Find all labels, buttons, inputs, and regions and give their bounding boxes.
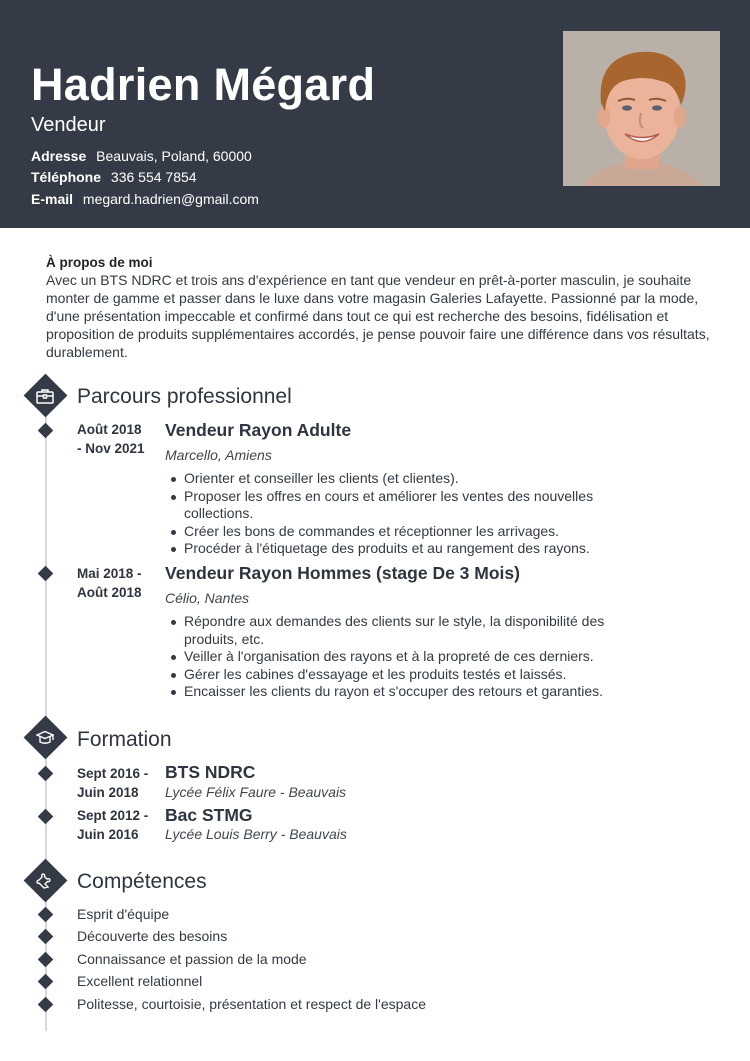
education-title: Bac STMG — [165, 805, 253, 825]
candidate-title: Vendeur — [31, 114, 106, 136]
skill-item: Excellent relationnel — [77, 973, 203, 989]
experience-date: Août 2018 - Nov 2021 — [77, 422, 145, 456]
timeline-marker — [38, 974, 54, 990]
bullet-item: Procéder à l'étiquetage des produits et au rangement des rayons. — [165, 540, 645, 558]
contact-label: Téléphone — [31, 169, 102, 185]
section-title-education: Formation — [77, 728, 172, 751]
timeline-marker — [38, 952, 54, 968]
contact-phone — [31, 170, 197, 184]
bullet-item: Encaisser les clients du rayon et s'occuper des retours et garanties. — [165, 683, 645, 701]
timeline-marker — [38, 907, 54, 923]
candidate-name: Hadrien Mégard — [31, 59, 376, 110]
bullet-item: Répondre aux demandes des clients sur le style, la disponibilité des produits, etc. — [165, 613, 645, 648]
timeline-marker — [38, 929, 54, 945]
bullet-item: Orienter et conseiller les clients (et clientes). — [165, 470, 645, 488]
bullet-item: Proposer les offres en cours et améliorer les ventes des nouvelles collections. — [165, 488, 645, 523]
experience-bullets — [165, 613, 645, 701]
contact-label: E-mail — [31, 191, 74, 207]
section-title-skills: Compétences — [77, 870, 207, 893]
education-title: BTS NDRC — [165, 762, 256, 782]
contact-address — [31, 149, 252, 163]
education-school: Lycée Louis Berry - Beauvais — [165, 826, 347, 842]
contact-value: 336 554 7854 — [110, 169, 197, 185]
section-title-experience: Parcours professionnel — [77, 385, 292, 408]
experience-title: Vendeur Rayon Hommes (stage De 3 Mois) — [165, 563, 520, 583]
resume-header — [0, 0, 750, 228]
experience-title: Vendeur Rayon Adulte — [165, 420, 352, 440]
skill-item: Connaissance et passion de la mode — [77, 951, 307, 967]
about-text: Avec un BTS NDRC et trois ans d'expérience en tant que vendeur en prêt-à-porter masculin, je souhaite monter de gamme et passer dans le luxe dans votre magasin Galeries Lafayette. Passionné par la mode, d'une présentation impeccable et confirmé dans tout ce qui est recherche des besoins, fidélisation et proposition de produits supplémentaires accordés, je pense pouvoir faire une différence dans vos résultats, durablement. — [46, 272, 710, 360]
education-school: Lycée Félix Faure - Beauvais — [165, 784, 347, 800]
education-date: Sept 2012 - Juin 2016 — [77, 808, 149, 842]
experience-bullets — [165, 470, 645, 558]
profile-photo — [563, 31, 720, 186]
contact-value: Beauvais, Poland, 60000 — [96, 148, 252, 164]
briefcase-icon — [23, 374, 67, 418]
timeline-marker — [38, 423, 54, 439]
bullet-item: Créer les bons de commandes et réceptionner les arrivages. — [165, 523, 645, 541]
bullet-item: Gérer les cabines d'essayage et les produits testés et laissés. — [165, 666, 645, 684]
skill-item: Découverte des besoins — [77, 928, 228, 944]
skill-item: Politesse, courtoisie, présentation et respect de l'espace — [77, 996, 426, 1012]
timeline-marker — [38, 766, 54, 782]
skill-item: Esprit d'équipe — [77, 906, 170, 922]
graduation-cap-icon — [23, 716, 67, 760]
experience-date: Mai 2018 - Août 2018 — [77, 566, 142, 600]
timeline-marker — [38, 997, 54, 1013]
education-date: Sept 2016 - Juin 2018 — [77, 766, 149, 800]
experience-company: Célio, Nantes — [165, 590, 250, 606]
contact-value: megard.hadrien@gmail.com — [82, 191, 259, 207]
bullet-item: Veiller à l'organisation des rayons et à la propreté de ces derniers. — [165, 648, 645, 666]
timeline-marker — [38, 566, 54, 582]
timeline-marker — [38, 809, 54, 825]
contact-label: Adresse — [31, 148, 87, 164]
puzzle-icon — [23, 859, 67, 903]
contact-email — [31, 192, 259, 206]
about-title: À propos de moi — [46, 255, 153, 270]
experience-company: Marcello, Amiens — [165, 447, 272, 463]
